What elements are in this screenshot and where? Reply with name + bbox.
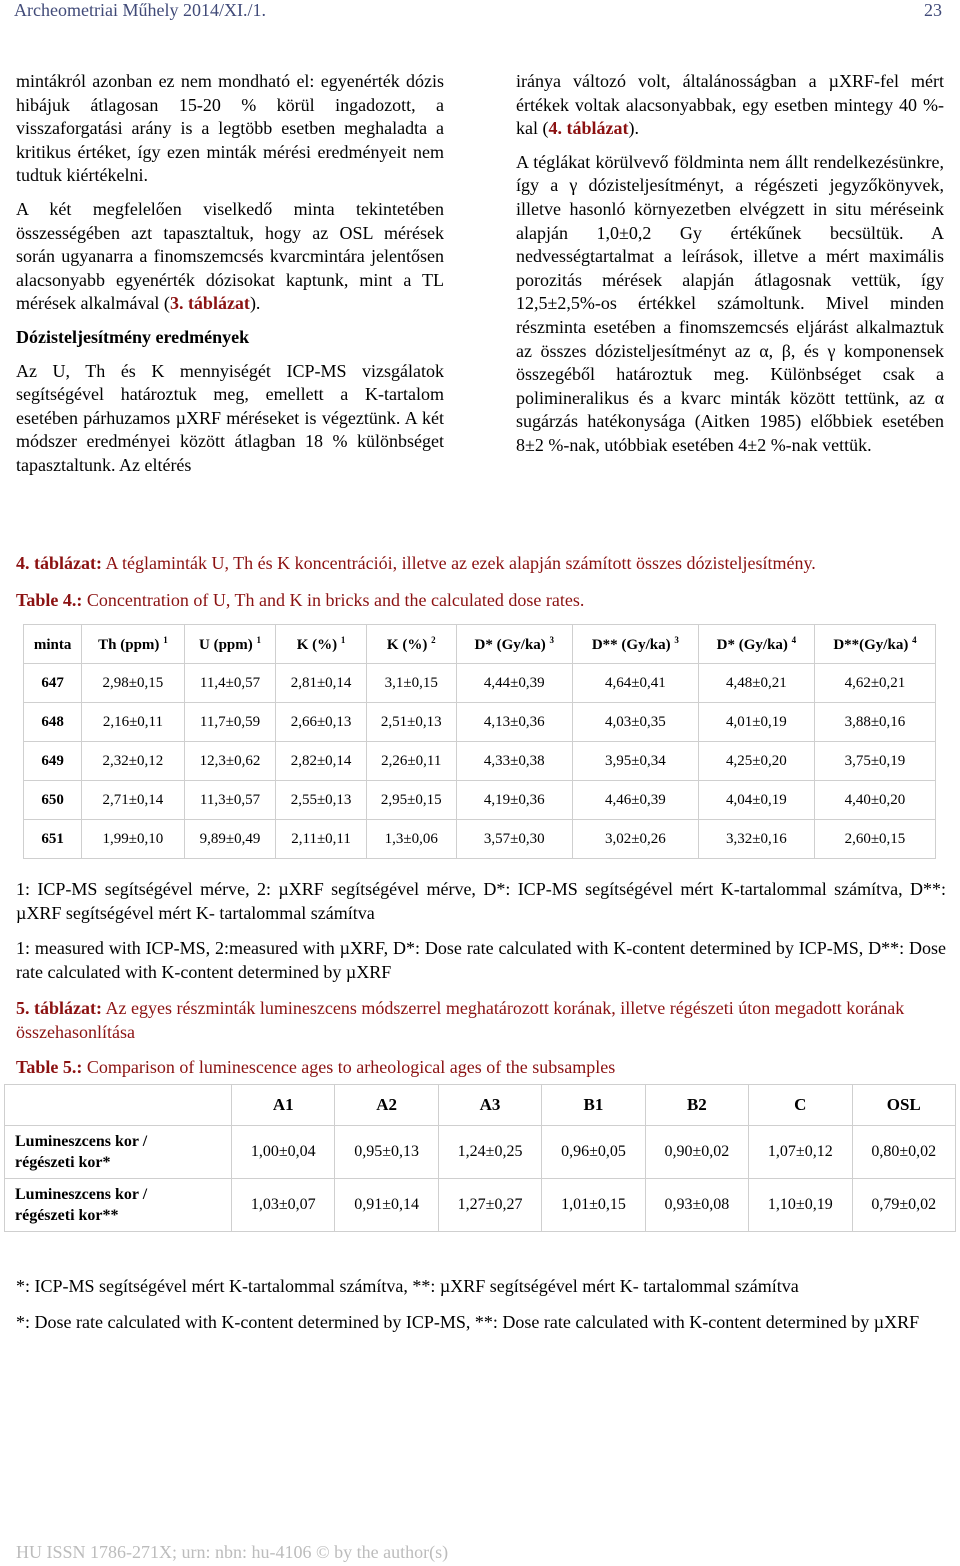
table-cell: 4,19±0,36 xyxy=(456,781,572,820)
table-cell: 11,7±0,59 xyxy=(184,703,276,742)
column-header: A3 xyxy=(438,1085,541,1126)
table-cell: 1,03±0,07 xyxy=(232,1179,335,1232)
table-header-row xyxy=(24,625,936,664)
caption-text: Concentration of U, Th and K in bricks and the calculated dose rates. xyxy=(82,590,585,610)
table-cell: 2,51±0,13 xyxy=(366,703,456,742)
caption-label: 5. táblázat: xyxy=(16,998,102,1018)
table-cell: 4,46±0,39 xyxy=(572,781,698,820)
footer-issn: HU ISSN 1786-271X; urn: nbn: hu-4106 © by the author(s) xyxy=(16,1542,449,1562)
table-cell: 2,98±0,15 xyxy=(82,664,184,703)
table-cell: 4,04±0,19 xyxy=(698,781,814,820)
table-cell: 650 xyxy=(24,781,82,820)
table-cell: 2,71±0,14 xyxy=(82,781,184,820)
table-cell: 2,95±0,15 xyxy=(366,781,456,820)
table-row xyxy=(5,1179,956,1232)
table-cell: 3,88±0,16 xyxy=(814,703,935,742)
table-cell: 2,26±0,11 xyxy=(366,742,456,781)
column-header: D* (Gy/ka) $^4$ xyxy=(698,625,814,664)
table-cell: 647 xyxy=(24,664,82,703)
table5-footnote-en: *: Dose rate calculated with K-content determined by ICP-MS, **: Dose rate calculated with K-content determined by µXRF xyxy=(16,1312,920,1332)
table-cell: 3,57±0,30 xyxy=(456,820,572,859)
table-cell: 11,4±0,57 xyxy=(184,664,276,703)
table-cell: 1,10±0,19 xyxy=(749,1179,852,1232)
table-reference-link[interactable]: 3. táblázat xyxy=(169,293,250,314)
table-cell: 1,99±0,10 xyxy=(82,820,184,859)
table-cell: 4,13±0,36 xyxy=(456,703,572,742)
table5-caption-en xyxy=(16,1056,946,1080)
table-cell: 2,16±0,11 xyxy=(82,703,184,742)
table5-footnote-hu: *: ICP-MS segítségével mért K-tartalommal számítva, **: µXRF segítségével mért K- tartalommal számítva xyxy=(16,1276,799,1296)
table-cell: 651 xyxy=(24,820,82,859)
table-cell: 3,95±0,34 xyxy=(572,742,698,781)
column-header: D** (Gy/ka) $^3$ xyxy=(572,625,698,664)
table-cell: 11,3±0,57 xyxy=(184,781,276,820)
caption-label: Table 4.: xyxy=(16,590,83,610)
table-cell: 1,3±0,06 xyxy=(366,820,456,859)
table-5 xyxy=(4,1084,956,1232)
table-cell: 4,01±0,19 xyxy=(698,703,814,742)
table-reference-link[interactable]: 4. táblázat xyxy=(548,118,629,139)
table-cell: 2,60±0,15 xyxy=(814,820,935,859)
table-row xyxy=(24,742,936,781)
column-header: U (ppm) $^1$ xyxy=(184,625,276,664)
paragraph-text: iránya változó volt, általánosságban a µXRF-fel mért értékek voltak alacsonyabbak, egy esetben mintegy 40 %-kal ( xyxy=(516,71,944,139)
column-header: C xyxy=(749,1085,852,1126)
table5-caption-hu xyxy=(16,997,946,1044)
table-cell: 4,48±0,21 xyxy=(698,664,814,703)
table-cell: 0,80±0,02 xyxy=(852,1126,955,1179)
column-header xyxy=(5,1085,232,1126)
table-cell: 2,66±0,13 xyxy=(276,703,366,742)
table-cell: 1,01±0,15 xyxy=(542,1179,645,1232)
column-header: A2 xyxy=(335,1085,438,1126)
table-4 xyxy=(23,624,936,859)
paragraph-text: ). xyxy=(249,293,261,314)
table4-caption-en xyxy=(16,589,946,613)
right-column xyxy=(516,70,944,458)
caption-text: A téglaminták U, Th és K koncentrációi, illetve az ezek alapján számított összes dózisteljesítmény. xyxy=(101,553,816,573)
table-cell: 1,07±0,12 xyxy=(749,1126,852,1179)
table-cell: 4,25±0,20 xyxy=(698,742,814,781)
table-cell: 3,1±0,15 xyxy=(366,664,456,703)
table-cell: 3,75±0,19 xyxy=(814,742,935,781)
column-header: B1 xyxy=(542,1085,645,1126)
column-header: OSL xyxy=(852,1085,955,1126)
table-cell: 2,82±0,14 xyxy=(276,742,366,781)
column-header: minta xyxy=(24,625,82,664)
table-cell: 0,93±0,08 xyxy=(645,1179,748,1232)
table-row xyxy=(24,820,936,859)
table-cell: 0,79±0,02 xyxy=(852,1179,955,1232)
table-row xyxy=(5,1126,956,1179)
row-label: Lumineszcens kor / régészeti kor* xyxy=(5,1126,232,1179)
page-number: 23 xyxy=(924,0,942,20)
table-cell: 0,91±0,14 xyxy=(335,1179,438,1232)
column-header: B2 xyxy=(645,1085,748,1126)
column-header: A1 xyxy=(232,1085,335,1126)
paragraph-text: ). xyxy=(628,118,639,139)
table-cell: 12,3±0,62 xyxy=(184,742,276,781)
running-header-title: Archeometriai Műhely 2014/XI./1. xyxy=(14,0,266,20)
table-cell: 0,95±0,13 xyxy=(335,1126,438,1179)
table-cell: 2,55±0,13 xyxy=(276,781,366,820)
paragraph: Az U, Th és K mennyiségét ICP-MS vizsgálatok segítségével határoztuk meg, emellett a K-tartalom esetében párhuzamos µXRF méréseket is végeztünk. A két módszer eredményei között átlagban 18 % különbséget tapasztaltunk. Az eltérés xyxy=(16,360,444,475)
caption-label: 4. táblázat: xyxy=(16,553,102,573)
table-row xyxy=(24,703,936,742)
caption-label: Table 5.: xyxy=(16,1057,83,1077)
table-cell: 2,32±0,12 xyxy=(82,742,184,781)
table-cell: 4,40±0,20 xyxy=(814,781,935,820)
table-row xyxy=(24,781,936,820)
table-cell: 0,90±0,02 xyxy=(645,1126,748,1179)
table-cell: 4,44±0,39 xyxy=(456,664,572,703)
table-cell: 1,00±0,04 xyxy=(232,1126,335,1179)
table-cell: 4,03±0,35 xyxy=(572,703,698,742)
table-cell: 3,32±0,16 xyxy=(698,820,814,859)
paragraph xyxy=(516,70,944,141)
table-cell: 4,64±0,41 xyxy=(572,664,698,703)
table-cell: 0,96±0,05 xyxy=(542,1126,645,1179)
table-header-row xyxy=(5,1085,956,1126)
paragraph: mintákról azonban ez nem mondható el: egyenérték dózis hibájuk átlagosan 15-20 % körül ingadozott, a visszaforgatási arány is a legtöbb esetben meghaladta a kritikus értéket, így ezen minták mérési eredményeit nem tudtuk kiértékelni. xyxy=(16,71,444,186)
table-cell: 1,24±0,25 xyxy=(438,1126,541,1179)
table-cell: 649 xyxy=(24,742,82,781)
table-cell: 9,89±0,49 xyxy=(184,820,276,859)
column-header: K (%) $^1$ xyxy=(276,625,366,664)
row-label: Lumineszcens kor / régészeti kor** xyxy=(5,1179,232,1232)
column-header: D* (Gy/ka) $^3$ xyxy=(456,625,572,664)
caption-text: Az egyes részminták lumineszcens módszerrel meghatározott korának, illetve régészeti úton megadott korának összehasonlítása xyxy=(16,998,905,1042)
table4-footnote-en: 1: measured with ICP-MS, 2:measured with µXRF, D*: Dose rate calculated with K-content determined by ICP-MS, D**: Dose rate calculated with K-content determined by µXRF xyxy=(16,938,946,982)
caption-text: Comparison of luminescence ages to arheological ages of the subsamples xyxy=(82,1057,616,1077)
column-header: K (%) $^2$ xyxy=(366,625,456,664)
table-cell: 2,81±0,14 xyxy=(276,664,366,703)
left-column xyxy=(16,70,444,478)
column-header: D**(Gy/ka) $^4$ xyxy=(814,625,935,664)
table-row xyxy=(24,664,936,703)
table-cell: 648 xyxy=(24,703,82,742)
column-header: Th (ppm) $^1$ xyxy=(82,625,184,664)
paragraph xyxy=(16,198,444,316)
table-cell: 2,11±0,11 xyxy=(276,820,366,859)
section-heading: Dózisteljesítmény eredmények xyxy=(16,326,250,347)
table-cell: 3,02±0,26 xyxy=(572,820,698,859)
paragraph-text: A két megfelelően viselkedő minta tekintetében összességében azt tapasztaltuk, hogy az OSL mérések során ugyanarra a finomszemcsés kvarcmintára jelentősen alacsonyabb egyenérték dózisokat kaptunk, mint a TL mérések alkalmával ( xyxy=(16,198,444,314)
table4-footnote-hu: 1: ICP-MS segítségével mérve, 2: µXRF segítségével mérve, D*: ICP-MS segítségével mért K-tartalommal számítva, D**: µXRF segítségével mért K- tartalommal számítva xyxy=(16,879,946,923)
table4-caption-hu xyxy=(16,552,946,576)
table-cell: 1,27±0,27 xyxy=(438,1179,541,1232)
table-cell: 4,62±0,21 xyxy=(814,664,935,703)
paragraph: A téglákat körülvevő földminta nem állt rendelkezésünkre, így a γ dózisteljesítményt, a régészeti jegyzőkönyvek, illetve hasonló környezetben elvégzett in situ méréseink alapján 1,0±0,2 Gy értékűnek becsültük. A nedvességtartalmat a leírások, illetve a mért maximális porozitás mérések alapján átlagosnak vettük, így 12,5±2,5%-os értékkel számoltunk. Mivel minden részminta esetében a finomszemcsés eljárást alkalmaztuk az összes dózisteljesítményt az α, β, és γ komponensek összegéből határoztuk meg. Különbséget csak a polimineralikus és a kvarc minták között tettünk, az α sugárzás hatékonysága (Aitken 1985) előbbiek esetében 8±2 %-nak, utóbbiak esetében 4±2 %-nak vettük. xyxy=(516,151,944,455)
table-cell: 4,33±0,38 xyxy=(456,742,572,781)
